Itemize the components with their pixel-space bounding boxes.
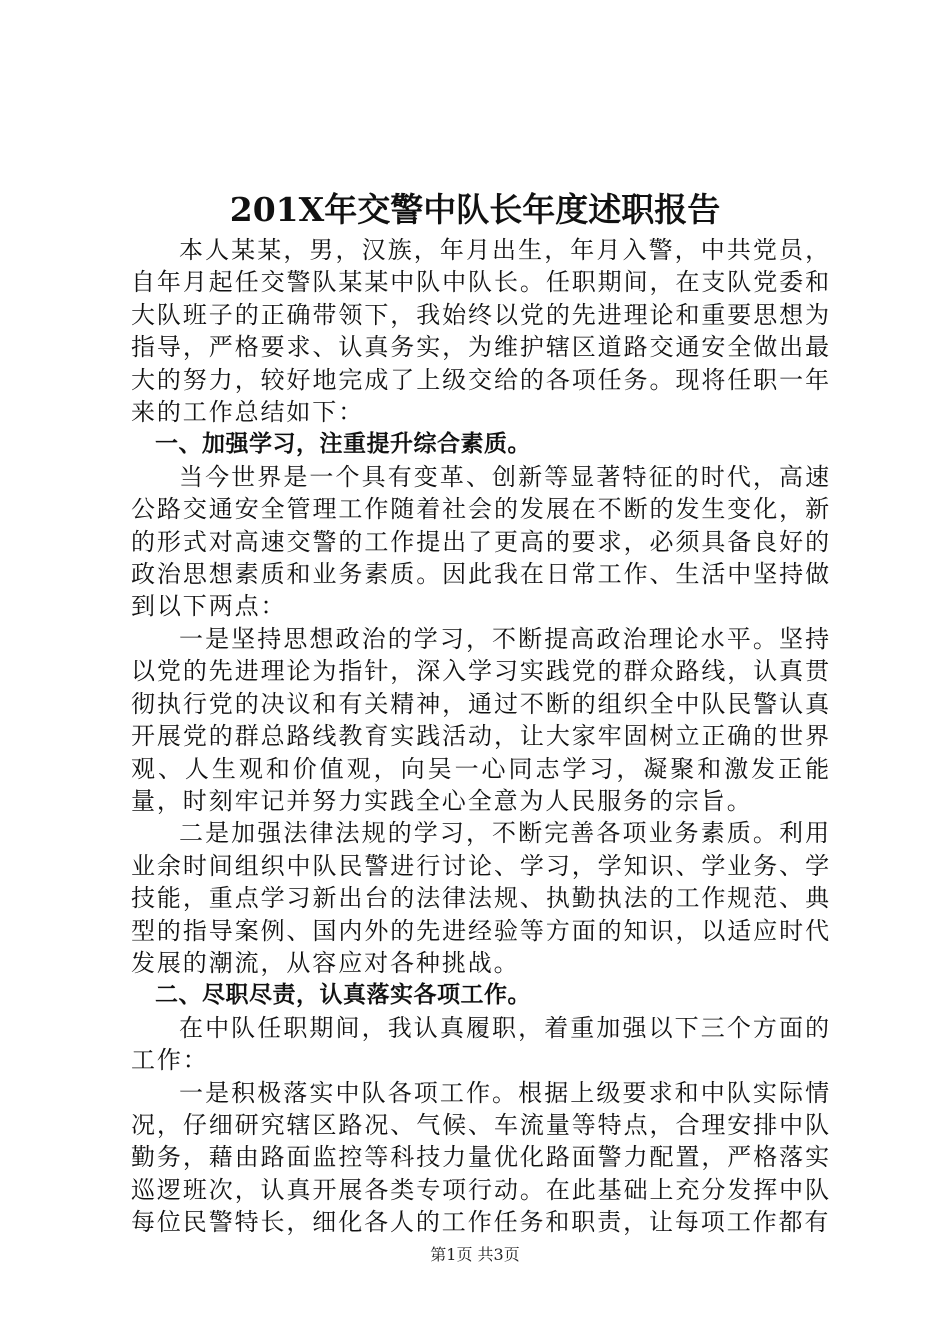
- section-heading-2: 二、尽职尽责，认真落实各项工作。: [155, 982, 531, 1009]
- paragraph-section1-point1: 一是坚持思想政治的学习，不断提高政治理论水平。坚持以党的先进理论为指针，深入学习实践党的群众路线，认真贯彻执行党的决议和有关精神，通过不断的组织全中队民警认真开展党的群总路线教育实践活动，让大家牢固树立正确的世界观、人生观和价值观，向吴一心同志学习，凝聚和激发正能量，时刻牢记并努力实践全心全意为人民服务的宗旨。: [131, 624, 831, 815]
- paragraph-section1-point2: 二是加强法律法规的学习，不断完善各项业务素质。利用业余时间组织中队民警进行讨论、学习，学知识、学业务、学技能，重点学习新出台的法律法规、执勤执法的工作规范、典型的指导案例、国内外的先进经验等方面的知识，以适应时代发展的潮流，从容应对各种挑战。: [131, 819, 831, 977]
- paragraph-intro: 本人某某，男，汉族，年月出生，年月入警，中共党员，自年月起任交警队某某中队中队长。任职期间，在支队党委和大队班子的正确带领下，我始终以党的先进理论和重要思想为指导，严格要求、认真务实，为维护辖区道路交通安全做出最大的努力，较好地完成了上级交给的各项任务。现将任职一年来的工作总结如下：: [131, 236, 831, 427]
- section-heading-1: 一、加强学习，注重提升综合素质。: [155, 431, 531, 458]
- paragraph-section2-intro: 在中队任职期间，我认真履职，着重加强以下三个方面的工作：: [131, 1013, 831, 1075]
- paragraph-section2-point1: 一是积极落实中队各项工作。根据上级要求和中队实际情况，仔细研究辖区路况、气候、车流量等特点，合理安排中队勤务，藉由路面监控等科技力量优化路面警力配置，严格落实巡逻班次，认真开展各类专项行动。在此基础上充分发挥中队每位民警特长，细化各人的工作任务和职责，让每项工作都有: [131, 1078, 831, 1237]
- document-title: 201X年交警中队长年度述职报告: [229, 190, 721, 229]
- page-number-footer: 第1页 共3页: [430, 1245, 520, 1264]
- paragraph-section1-intro: 当今世界是一个具有变革、创新等显著特征的时代，高速公路交通安全管理工作随着社会的发展在不断的发生变化，新的形式对高速交警的工作提出了更高的要求，必须具备良好的政治思想素质和业务素质。因此我在日常工作、生活中坚持做到以下两点：: [131, 462, 831, 621]
- document-body: [131, 234, 831, 1239]
